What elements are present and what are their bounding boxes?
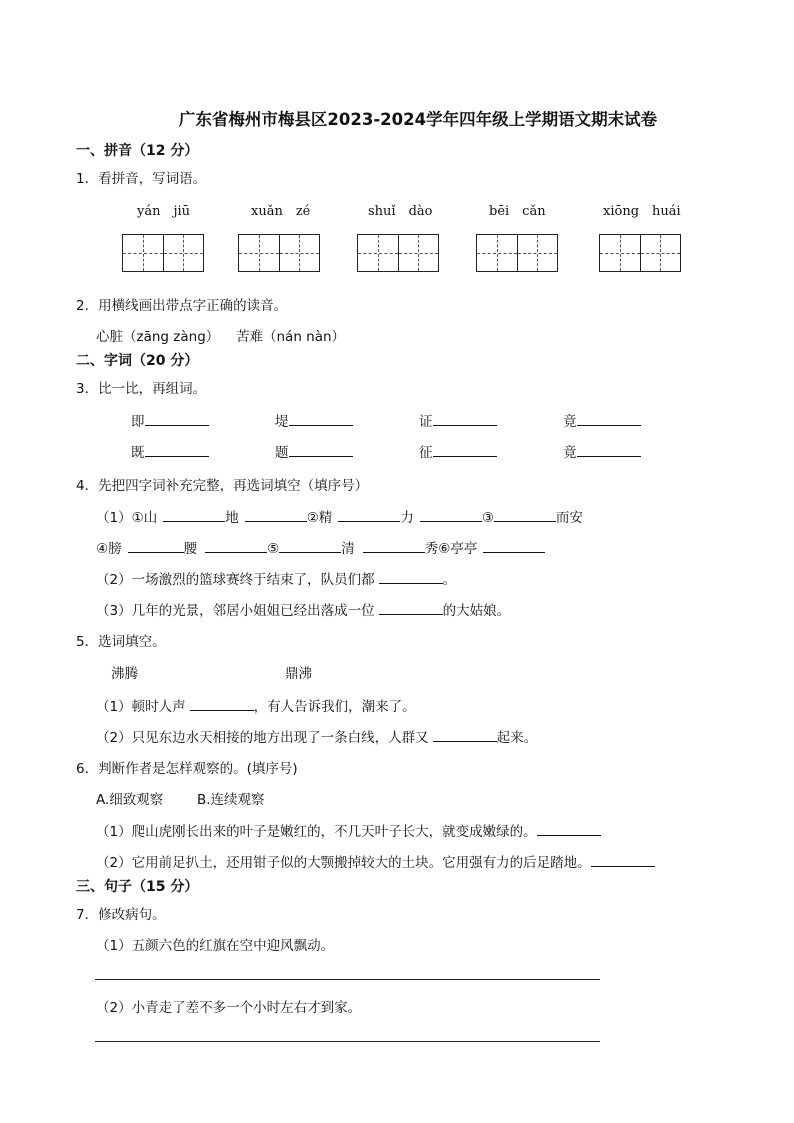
question-2-item-2: 苦难（nán nàn）	[236, 329, 346, 345]
compare-item: 堤	[275, 410, 353, 430]
question-6-option-b: B.连续观察	[197, 792, 265, 808]
question-4-sentence-3: （3）几年的光景，邻居小姐姐已经出落成一位 的大姑娘。	[96, 599, 510, 619]
word-option-1: 沸腾	[111, 666, 138, 682]
pinyin-4: bēi cǎn	[489, 204, 546, 219]
question-4-sentence-2: （2）一场激烈的篮球赛终于结束了，队员们都 。	[96, 568, 456, 588]
question-5-sentence-2: （2）只见东边水天相接的地方出现了一条白线，人群又 起来。	[96, 726, 537, 746]
pinyin-1: yán jiū	[137, 204, 191, 219]
pinyin-2: xuǎn zé	[251, 204, 311, 219]
question-4-prompt: 4．先把四字词补充完整，再选词填空（填序号）	[76, 478, 369, 494]
question-7-sentence-2: （2）小青走了差不多一个小时左右才到家。	[96, 1000, 362, 1016]
compare-item: 题	[275, 441, 353, 461]
question-4-line-2: ④膀 腰 ⑤ 清 秀⑥亭亭	[96, 537, 545, 557]
compare-item: 竟	[563, 441, 641, 461]
answer-line[interactable]	[95, 1041, 600, 1042]
page-title: 广东省梅州市梅县区2023-2024学年四年级上学期语文期末试卷	[178, 110, 658, 129]
section-words-heading: 二、字词（20 分）	[76, 353, 199, 369]
question-7-sentence-1: （1）五颜六色的红旗在空中迎风飘动。	[96, 938, 335, 954]
section-pinyin-heading: 一、拼音（12 分）	[76, 143, 199, 159]
answer-line[interactable]	[95, 979, 600, 980]
question-7-prompt: 7．修改病句。	[76, 907, 166, 923]
word-option-2: 鼎沸	[285, 666, 312, 682]
question-3-prompt: 3．比一比，再组词。	[76, 381, 207, 397]
compare-item: 竟	[563, 410, 641, 430]
question-6-option-a: A.细致观察	[96, 792, 164, 808]
question-2-item-1: 心脏（zāng zàng）	[96, 329, 220, 345]
question-5-prompt: 5．选词填空。	[76, 634, 166, 650]
pinyin-3: shuǐ dào	[368, 204, 433, 219]
question-6-prompt: 6．判断作者是怎样观察的。(填序号)	[76, 761, 298, 777]
writing-box-5[interactable]	[599, 234, 681, 272]
writing-box-1[interactable]	[122, 234, 204, 272]
compare-item: 征	[419, 441, 497, 461]
pinyin-5: xiōng huái	[603, 204, 681, 219]
section-sentences-heading: 三、句子（15 分）	[76, 879, 199, 895]
question-6-sentence-1: （1）爬山虎刚长出来的叶子是嫩红的，不几天叶子长大，就变成嫩绿的。	[96, 820, 601, 840]
compare-item: 证	[419, 410, 497, 430]
compare-item: 即	[131, 410, 209, 430]
question-6-sentence-2: （2）它用前足扒土，还用钳子似的大颚搬掉较大的土块。它用强有力的后足踏地。	[96, 851, 655, 871]
question-1-prompt: 1．看拼音，写词语。	[76, 171, 207, 187]
writing-box-4[interactable]	[476, 234, 558, 272]
writing-box-2[interactable]	[238, 234, 320, 272]
writing-box-3[interactable]	[357, 234, 439, 272]
question-5-sentence-1: （1）顿时人声 ，有人告诉我们，潮来了。	[96, 695, 416, 715]
question-2-prompt: 2．用横线画出带点字正确的读音。	[76, 298, 288, 314]
compare-item: 既	[131, 441, 209, 461]
question-4-line-1: （1）①山 地 ②精 力 ③ 而安	[96, 506, 583, 526]
